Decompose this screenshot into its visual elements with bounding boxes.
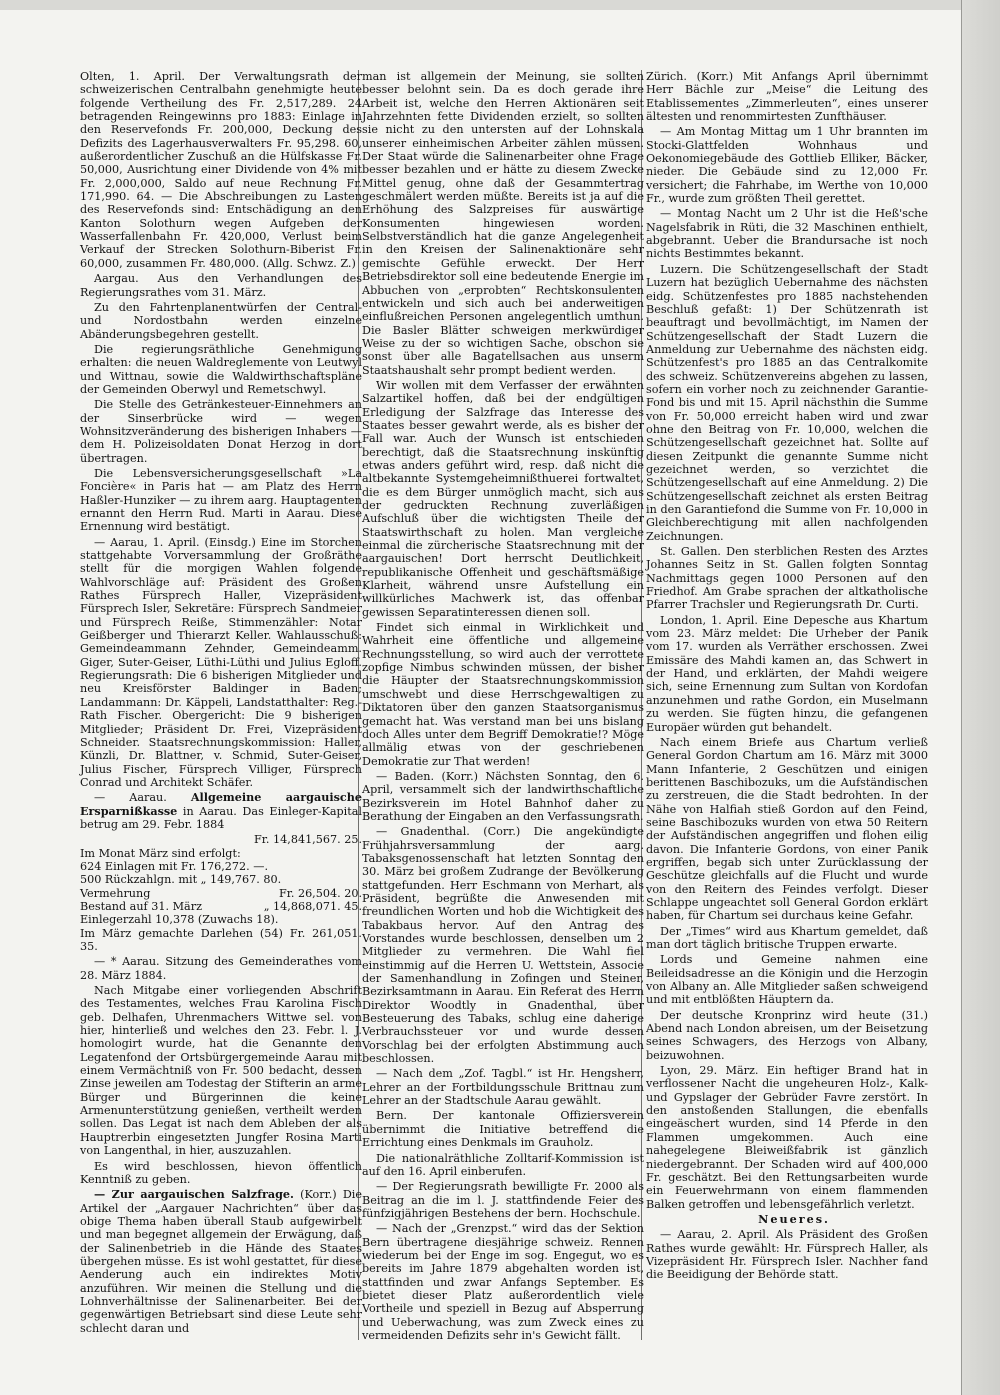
article-london: London, 1. April. Eine Depesche aus Khartum vom 23. März meldet: Die Urheber der Panik vom 17. wurden als Verräther erschossen. Zwei Emissäre des Mahdi kamen an, das Schwert in der Hand, und erklärten, der Mahdi weigere sich, seine Ernennung zum Sultan von Kordofan anzunehmen und rathe Gordon, ein Muselmann zu werden. Sie fügten hinzu, die gefangenen Europäer würden gut behandelt. <box>646 613 928 734</box>
article-hochschule: — Der Regierungsrath bewilligte Fr. 2000 als Beitrag an die im l. J. stattfindende Feier des fünfzigjährigen Bestehens der bern. Hochschule. <box>362 1180 644 1220</box>
article-rennen: — Nach der „Grenzpst.“ wird das der Sektion Bern übertragene diesjährige schweiz. Rennen wiederum bei der Enge im sog. Engegut, wo es bereits im Jahre 1879 abgehalten worden ist, stattfinden und zwar Anfangs September. Es bietet dieser Platz außerordentlich viele Vortheile und speziell in Bezug auf Absperrung und Ueberwachung, was zum Zweck eines zu vermeidenden Defizits sehr in's Gewicht fällt. <box>362 1222 644 1342</box>
article-aargau: Aargau. Aus den Verhandlungen des Regierungsrathes vom 31. März. <box>80 272 362 299</box>
table-row: Im Monat März sind erfolgt: <box>80 846 241 860</box>
table-row: Vermehrung Fr. 26,504. 20. <box>80 886 362 900</box>
article-times: Der „Times“ wird aus Khartum gemeldet, daß man dort täglich britische Truppen erwarte. <box>646 924 928 951</box>
page-top-edge <box>0 0 1000 10</box>
page-right-edge <box>961 0 1000 1395</box>
table-row: Fr. 14,841,567. 25. <box>254 833 362 847</box>
article-olten: Olten, 1. April. Der Verwaltungsrath der schweizerischen Centralbahn genehmigte heute folgende Vertheilung des Fr. 2,517,289. 24 betragenden Reingewinns pro 1883: Einlage in den Reservefonds Fr. 200,000, Deckung des Defizits des Lagerhausverwalters Fr. 95,298. 60, außerordentlicher Zuschuß an die Hülfskasse Fr. 50,000, Ausrichtung einer Dividende von 4% mit Fr. 2,000,000, Saldo auf neue Rechnung Fr. 171,990. 64. — Die Abschreibungen zu Lasten des Reservefonds sind: Entschädigung an den Kanton Solothurn wegen Aufgeben der Wasserfallenbahn Fr. 420,000, Verlust beim Verkauf der Strecken Solothurn-Biberist Fr. 60,000, zusammen Fr. 480,000. (Allg. Schwz. Z.) <box>80 70 362 270</box>
article-gnadenthal: — Gnadenthal. (Corr.) Die angekündigte Frühjahrsversammlung der aarg. Tabaksgenossenschaft hat letzten Sonntag den 30. März bei großem Zudrange der Bevölkerung stattgefunden. Herr Eschmann von Merhart, als Präsident, begrüßte die Anwesenden mit freundlichen Worten und hob die Wichtigkeit des Tabakbaus hervor. Auf den Antrag des Vorstandes wurde beschlossen, denselben um 2 Mitglieder zu vermehren. Die Wahl fiel einstimmig auf die Herren U. Wettstein, Associe der Samenhandlung in Zofingen und Steiner, Bezirksamtmann in Aarau. Ein Referat des Herrn Direktor Woodtly in Gnadenthal, über Besteuerung des Tabaks, schlug eine daherige Verbrauchssteuer vor und wurde dessen Vorschlag bei der erfolgten Abstimmung auch beschlossen. <box>362 825 644 1066</box>
article-brand-stocki: — Am Montag Mittag um 1 Uhr brannten im Stocki-Glattfelden Wohnhaus und Oekonomiegebäude des Gottlieb Elliker, Bäcker, nieder. Die Gebäude sind zu 12,000 Fr. versichert; die Fahrhabe, im Werthe von 10,000 Fr., wurde zum größten Theil gerettet. <box>646 125 928 206</box>
article-salz-continued: man ist allgemein der Meinung, sie sollten besser belohnt sein. Da es doch gerade ihre Arbeit ist, welche den Herren Aktionären seit Jahrzehnten fette Dividenden erzielt, so sollten sie nicht zu den untersten auf der Lohnskala unserer einheimischen Arbeiter zählen müssen. Der Staat würde die Salinenarbeiter ohne Frage besser bezahlen und er hätte zu diesem Zwecke Mittel genug, ohne daß der Gesammtertrag geschmälert werden müßte. Bereits ist ja auf die Erhöhung des Salzpreises für auswärtige Konsumenten hingewiesen worden. Selbstverständlich hat die ganze Angelegenheit in den Kreisen der Salinenaktionäre sehr gemischte Gefühle erweckt. Der Herr Betriebsdirektor soll eine bedeutende Energie im Abbuchen von „erprobten“ Rechtskonsulenten entwickeln und sich auch bei anderweitigen einflußreichen Personen angelegentlich umthun. Die Basler Blätter schweigen merkwürdiger Weise zu der so wichtigen Sache, obschon sie sonst über alle Bagatellsachen aus unserm Staatshaushalt sehr prompt bedient werden. <box>362 70 644 377</box>
article-salzfrage: — Zur aargauischen Salzfrage. (Korr.) Die Artikel der „Aargauer Nachrichten“ über das obige Thema haben überall Staub aufgewirbelt und man begegnet allgemein der Erwägung, daß der Salinenbetrieb in die Hände des Staates übergehen müsse. Es ist wohl gestattet, für diese Aenderung auch ein indirektes Motiv anzuführen. Wir meinen die Stellung und die Lohnverhältnisse der Salinenarbeiter. Bei der gegenwärtigen Betriebsart sind diese Leute sehr schlecht daran und <box>80 1187 362 1335</box>
article-fahrtenplan: Zu den Fahrtenplanentwürfen der Central- und Nordostbahn werden einzelne Abänderungsbegehren gestellt. <box>80 300 362 341</box>
article-luzern: Luzern. Die Schützengesellschaft der Stadt Luzern hat bezüglich Uebernahme des nächsten eidg. Schützenfestes pro 1885 nachstehenden Beschluß gefaßt: 1) Der Schützenrath ist beauftragt und bevollmächtigt, im Namen der Schützengesellschaft der Stadt Luzern die Anmeldung zur Uebernahme des nächsten eidg. Schützenfest's pro 1885 an das Centralkomite des schweiz. Schützenvereins abgehen zu lassen, sofern ein vorher noch zu zeichnender Garantie-Fond bis und mit 15. April nächsthin die Summe von Fr. 50,000 erreicht haben wird und zwar ohne den Beitrag von Fr. 10,000, welchen die Schützengesellschaft gezeichnet hat. Sollte auf diesen Zeitpunkt die genannte Summe nicht gezeichnet werden, so verzichtet die Schützengesellschaft auf eine Anmeldung. 2) Die Schützengesellschaft zeichnet als ersten Beitrag in den Garantiefond die Summe von Fr. 10,000 in Gleichberechtigung mit allen nachfolgenden Zeichnungen. <box>646 262 928 543</box>
article-hengsherr: — Nach dem „Zof. Tagbl.“ ist Hr. Hengsherr, Lehrer an der Fortbildungsschule Brittnau zum Lehrer an der Stadtschule Aarau gewählt. <box>362 1067 644 1108</box>
article-genehmigung: Die regierungsräthliche Genehmigung erhalten: die neuen Waldreglemente von Leutwyl und Wittnau, sowie die Waldwirthschaftspläne der Gemeinden Oberwyl und Remetschwyl. <box>80 342 362 396</box>
table-row: Bestand auf 31. März „ 14,868,071. 45. <box>80 899 362 913</box>
article-lebensversicherung: Die Lebensversicherungsgesellschaft »La Foncière« in Paris hat — am Platz des Herrn Haßler-Hunziker — zu ihrem aarg. Hauptagenten ernannt den Herrn Rud. Marti in Aarau. Diese Ernennung wird bestätigt. <box>80 466 362 534</box>
column-3 <box>646 70 928 1284</box>
article-beschluss: Es wird beschlossen, hievon öffentlich Kenntniß zu geben. <box>80 1159 362 1186</box>
article-aarau-wahl: — Aarau, 2. April. Als Präsident des Großen Rathes wurde gewählt: Hr. Fürsprech Haller, als Vizepräsident Hr. Fürsprech Isler. Nachher fand die Beeidigung der Behörde statt. <box>646 1228 928 1282</box>
article-staatsrechnung: Wir wollen mit dem Verfasser der erwähnten Salzartikel hoffen, daß bei der endgültigen Erledigung der Salzfrage das Interesse des Staates besser gewahrt werde, als es bisher der Fall war. Auch der Wunsch ist entschieden berechtigt, daß die Staatsrechnung inskünftig etwas anders geführt wird, resp. daß nicht die altbekannte Systemgeheimnißthuerei fortwaltet, die es dem Bürger unmöglich macht, sich aus der gedruckten Rechnung zuverläßigen Aufschluß über die wichtigsten Theile der Staatswirthschaft zu holen. Man vergleiche einmal die zürcherische Staatsrechnung mit der aargauischen! Dort herrscht Deutlichkeit, republikanische Offenheit und geschäftsmäßige Klarheit, während unsre Aufstellung ein willkürliches Machwerk ist, das offenbar gewissen Separatinteressen dienen soll. <box>362 378 644 619</box>
article-gemeinderath: — * Aarau. Sitzung des Gemeinderathes vom 28. März 1884. <box>80 955 362 982</box>
article-st-gallen: St. Gallen. Den sterblichen Resten des Arztes Johannes Seitz in St. Gallen folgten Sonntag Nachmittags gegen 1000 Personen auf den Friedhof. Am Grabe sprachen der altkatholische Pfarrer Trachsler und Regierungsrath Dr. Curti. <box>646 545 928 612</box>
article-kronprinz: Der deutsche Kronprinz wird heute (31.) Abend nach London abreisen, um der Beisetzung seines Schwagers, des Herzogs von Albany, beizuwohnen. <box>646 1008 928 1062</box>
article-zuerich: Zürich. (Korr.) Mit Anfangs April übernimmt Herr Bächle zur „Meise“ die Leitung des Etablissementes „Zimmerleuten“, eines unserer ältesten und renommirtesten Zunfthäuser. <box>646 70 928 124</box>
article-lords: Lords und Gemeine nahmen eine Beileidsadresse an die Königin und die Herzogin von Albany an. Alle Mitglieder saßen schweigend und mit entblößten Häuptern da. <box>646 953 928 1007</box>
article-testament: Nach Mitgabe einer vorliegenden Abschrift des Testamentes, welches Frau Karolina Fisch geb. Delhafen, Uhrenmachers Wittwe sel. von hier, hinterließ und welches den 23. Febr. l. J. homologirt wurde, hat die Genannte den Legatenfond der Ortsbürgergemeinde Aarau mit einem Vermächtniß von Fr. 500 bedacht, dessen Zinse jeweilen am Todestag der Stifterin an arme Bürger und Bürgerinnen die keine Armenunterstützung genießen, vertheilt werden sollen. Das Legat ist nach dem Ableben der als Hauptrerbin eingesetzten Jungfer Rosina Marti von Langenthal, in hier, auszuzahlen. <box>80 984 362 1158</box>
article-wahlvorschlaege: — Aarau, 1. April. (Einsdg.) Eine im Storchen stattgehabte Vorversammlung der Großräthe stellt für die morgigen Wahlen folgende Wahlvorschläge auf: Präsident des Großen Rathes Fürsprech Haller, Vizepräsident Fürsprech Isler, Sekretäre: Fürsprech Sandmeier und Fürsprech Reiße, Stimmenzähler: Notar Geißberger und Thierarzt Keller. Wahlausschuß: Gemeindeammann Zehnder, Gemeindeamm. Giger, Suter-Geiser, Lüthi-Lüthi und Julius Egloff. Regierungsrath: Die 6 bisherigen Mitglieder und neu Kreisförster Baldinger in Baden; Landammann: Dr. Käppeli, Landstatthalter: Reg.-Rath Fischer. Obergericht: Die 9 bisherigen Mitglieder; Präsident Dr. Frei, Vizepräsident Schneider. Staatsrechnungskommission: Haller, Künzli, Dr. Blattner, v. Schmid, Suter-Geiser, Julius Fischer, Fürsprech Villiger, Fürsprech Conrad und Architekt Schäfer. <box>80 535 362 789</box>
table-row: 500 Rückzahlgn. mit „ 149,767. 80. <box>80 873 282 887</box>
article-lyon: Lyon, 29. März. Ein heftiger Brand hat in verflossener Nacht die ungeheuren Holz-, Kalk- und Gypslager der Gebrüder Favre zerstört. In den anstoßenden Stallungen, die ebenfalls eingeäschert wurden, sind 14 Pferde in den Flammen umgekommen. Auch eine nahegelegene Bleiweißfabrik ist gänzlich niedergebrannt. Der Schaden wird auf 400,000 Fr. geschätzt. Bei den Rettungsarbeiten wurde ein Feuerwehrmann von einem flammenden Balken getroffen und lebensgefährlich verletzt. <box>646 1064 928 1211</box>
article-bern: Bern. Der kantonale Offiziersverein übernimmt die Initiative betreffend die Errichtung eines Denkmals im Grauholz. <box>362 1109 644 1150</box>
column-2 <box>362 70 644 1344</box>
article-nagelfabrik: — Montag Nacht um 2 Uhr ist die Heß'sche Nagelsfabrik in Rüti, die 32 Maschinen enthielt, abgebrannt. Ueber die Brandursache ist noch nichts Bestimmtes bekannt. <box>646 207 928 261</box>
article-ersparniskasse: — Aarau. Allgemeine aargauische Ersparnißkasse in Aarau. Das Einleger-Kapital betrug am 29. Febr. 1884 <box>80 790 362 831</box>
column-1 <box>80 70 362 1337</box>
table-row: Einlegerzahl 10,378 (Zuwachs 18). <box>80 913 279 927</box>
section-heading-neueres: Neueres. <box>758 1211 830 1226</box>
table-row: 624 Einlagen mit Fr. 176,272. —. <box>80 859 269 873</box>
article-baden: — Baden. (Korr.) Nächsten Sonntag, den 6. April, versammelt sich der landwirthschaftliche Bezirksverein im Hotel Bahnhof daher zu Berathung der Eingaben an den Verfassungsrath. <box>362 769 644 823</box>
article-zolltarif: Die nationalräthliche Zolltarif-Kommission ist auf den 16. April einberufen. <box>362 1151 644 1178</box>
article-getraenkesteuer: Die Stelle des Getränkesteuer-Einnehmers an der Sinserbrücke wird — wegen Wohnsitzveränderung des bisherigen Inhabers — dem H. Polizeisoldaten Donat Herzog in dort übertragen. <box>80 398 362 465</box>
table-row: Im März gemachte Darlehen (54) Fr. 261,051. 35. <box>80 926 362 953</box>
article-rechnungsstellung: Findet sich einmal in Wirklichkeit und Wahrheit eine öffentliche und allgemeine Rechnungsstellung, so wird auch der verrottete zopfige Nimbus schwinden müssen, der bisher die Häupter der Staatsrechnungskommission umschwebt und diese Herrschgewaltigen zu Diktatoren über den ganzen Staatsorganismus gemacht hat. Was verstand man bei uns bislang doch Alles unter dem Begriff Demokratie!? Möge allmälig etwas von der geschriebenen Demokratie zur That werden! <box>362 621 644 768</box>
article-gordon: Nach einem Briefe aus Chartum verließ General Gordon Chartum am 16. März mit 3000 Mann Infanterie, 2 Geschützen und einigen berittenen Baschibozuks, um die Aufständischen zu zerstreuen, die die Stadt bedrohten. In der Nähe von Halfiah stieß Gordon auf den Feind, seine Baschibozuks wurden von etwa 50 Reitern der Aufständischen angegriffen und flohen eilig davon. Die Infanterie Gordons, von einer Panik ergriffen, begab sich unter Zurücklassung der Geschütze gleichfalls auf die Flucht und wurde von den Reitern des Feindes verfolgt. Dieser Schlappe ungeachtet soll General Gordon erklärt haben, für Chartum sei durchaus keine Gefahr. <box>646 735 928 923</box>
